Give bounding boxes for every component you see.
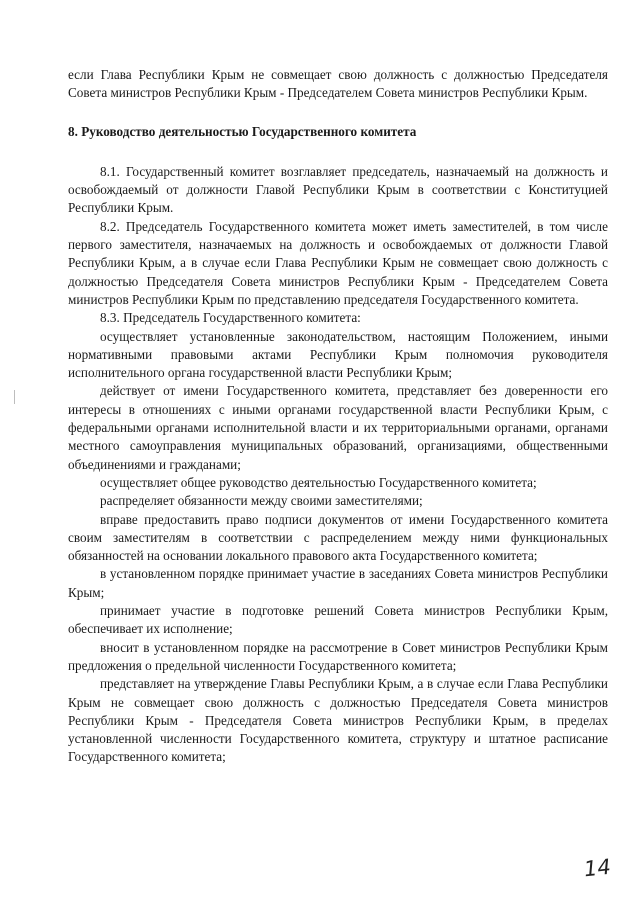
handwritten-page-number: 14 bbox=[582, 854, 612, 882]
list-item: вправе предоставить право подписи документов от имени Государственного комитета своим заместителям в соответствии с распределением между ними функциональных обязанностей на основании локального правового акта Государственного комитета; bbox=[68, 511, 608, 564]
margin-mark bbox=[14, 390, 15, 404]
list-item: осуществляет общее руководство деятельностью Государственного комитета; bbox=[100, 474, 537, 490]
document-page bbox=[68, 66, 608, 767]
section-heading: 8. Руководство деятельностью Государственного комитета bbox=[68, 123, 417, 139]
list-item: в установленном порядке принимает участие в заседаниях Совета министров Республики Крым; bbox=[68, 566, 608, 600]
list-item: принимает участие в подготовке решений Совета министров Республики Крым, обеспечивает их исполнение; bbox=[68, 603, 608, 637]
list-item: действует от имени Государственного комитета, представляет без доверенности его интересы в отношениях с иными органами государственной власти Республики Крым, с федеральными органами исполнительной власти и их территориальными органами, органами местного самоуправления муниципальных образований, организациями, общественными объединениями и гражданами; bbox=[68, 383, 608, 472]
paragraph-continuation: если Глава Республики Крым не совмещает свою должность с должностью Председателя Совета министров Республики Крым - Председателем Совета министров Республики Крым. bbox=[68, 67, 608, 101]
list-item: осуществляет установленные законодательством, настоящим Положением, иными нормативными правовыми актами Республики Крым полномочия руководителя исполнительного органа государственной власти Республики Крым; bbox=[68, 328, 608, 381]
paragraph-8-2: 8.2. Председатель Государственного комитета может иметь заместителей, в том числе первого заместителя, назначаемых на должность и освобождаемых от должности Главой Республики Крым, а в случае если Глава Республики Крым не совмещает свою должность с должностью Председателя Совета министров Республики Крым - Председателем Совета министров Республики Крым по представлению председателя Государственного комитета. bbox=[68, 218, 608, 307]
list-item: вносит в установленном порядке на рассмотрение в Совет министров Республики Крым предложения о предельной численности Государственного комитета; bbox=[68, 639, 608, 673]
paragraph-8-1: 8.1. Государственный комитет возглавляет председатель, назначаемый на должность и освобождаемый от должности Главой Республики Крым в соответствии с Конституцией Республики Крым. bbox=[68, 163, 608, 216]
list-item: распределяет обязанности между своими заместителями; bbox=[100, 493, 423, 509]
list-item: представляет на утверждение Главы Республики Крым, а в случае если Глава Республики Крым не совмещает свою должность с должностью Председателя Совета министров Республики Крым - Председателя Совета министров Республики Крым, в пределах установленной численности Государственного комитета, структуру и штатное расписание Государственного комитета; bbox=[68, 676, 608, 765]
paragraph-8-3: 8.3. Председатель Государственного комитета: bbox=[100, 310, 361, 326]
